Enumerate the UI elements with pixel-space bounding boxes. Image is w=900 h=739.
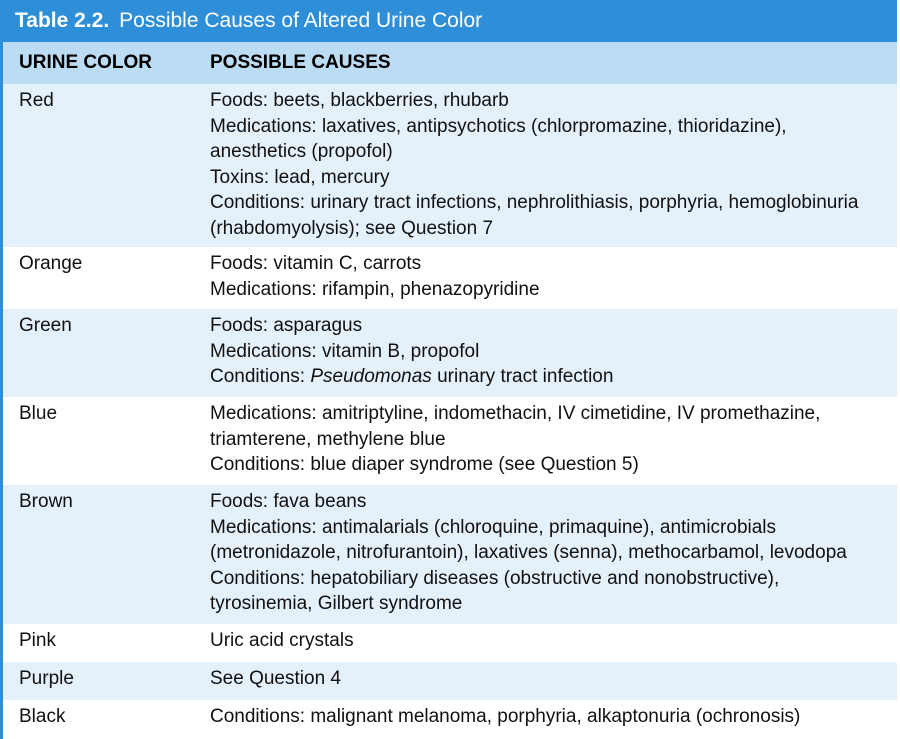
table-header-row	[3, 42, 897, 84]
row-color: Pink	[19, 630, 56, 651]
row-causes	[210, 88, 897, 247]
row-causes	[210, 251, 897, 309]
row-color: Black	[19, 706, 66, 727]
header-possible-causes: POSSIBLE CAUSES	[210, 52, 391, 73]
cause-line: Medications: vitamin B, propofol	[210, 340, 480, 362]
table-row	[3, 309, 897, 397]
cause-line: See Question 4	[210, 668, 341, 689]
cause-line	[210, 364, 889, 390]
cause-line: Medications: rifampin, phenazopyridine	[210, 278, 540, 300]
table-row	[3, 397, 897, 485]
table-row	[3, 624, 897, 662]
table-row	[3, 84, 897, 247]
cause-line: Foods: asparagus	[210, 315, 363, 336]
cause-line: Conditions: blue diaper syndrome (see Question 5)	[210, 454, 639, 475]
table-title: Possible Causes of Altered Urine Color	[119, 9, 483, 32]
cause-line: Foods: fava beans	[210, 491, 367, 512]
table-row	[3, 247, 897, 309]
row-causes	[210, 401, 897, 485]
row-causes	[210, 628, 897, 662]
cause-line: anesthetics (propofol)	[210, 141, 393, 162]
cause-line: Medications: amitriptyline, indomethacin, IV cimetidine, IV promethazine,	[210, 403, 821, 424]
table-row	[3, 485, 897, 624]
row-color: Orange	[19, 253, 83, 274]
cause-line: Foods: beets, blackberries, rhubarb	[210, 90, 509, 111]
cause-line: Conditions: urinary tract infections, nephrolithiasis, porphyria, hemoglobinuria	[210, 192, 859, 213]
header-urine-color: URINE COLOR	[19, 52, 152, 73]
table-row	[3, 662, 897, 700]
cause-line: Uric acid crystals	[210, 630, 354, 651]
cause-line: (metronidazole, nitrofurantoin), laxatives (senna), methocarbamol, levodopa	[210, 542, 847, 563]
condition-prefix: Conditions:	[210, 366, 311, 387]
row-causes	[210, 704, 897, 739]
row-causes	[210, 489, 897, 624]
row-color: Brown	[19, 491, 73, 512]
condition-organism: Pseudomonas	[310, 366, 432, 387]
cause-line: Conditions: hepatobiliary diseases (obstructive and nonobstructive),	[210, 567, 780, 589]
row-color: Red	[19, 90, 54, 111]
cause-line: (rhabdomyolysis); see Question 7	[210, 217, 494, 239]
cause-line: Medications: laxatives, antipsychotics (chlorpromazine, thioridazine),	[210, 115, 787, 137]
row-color: Green	[19, 315, 72, 336]
row-causes	[210, 313, 897, 397]
cause-line: Medications: antimalarials (chloroquine, primaquine), antimicrobials	[210, 516, 777, 538]
table-number: Table 2.2.	[15, 9, 110, 32]
row-color: Purple	[19, 668, 74, 689]
table-row	[3, 700, 897, 739]
cause-line: Foods: vitamin C, carrots	[210, 253, 422, 274]
row-color: Blue	[19, 403, 58, 424]
cause-line: tyrosinemia, Gilbert syndrome	[210, 593, 463, 614]
cause-line: triamterene, methylene blue	[210, 428, 446, 450]
row-causes	[210, 666, 897, 700]
cause-line: Toxins: lead, mercury	[210, 166, 390, 188]
table-title-bar	[3, 0, 897, 42]
condition-suffix: urinary tract infection	[431, 366, 614, 387]
cause-line: Conditions: malignant melanoma, porphyria, alkaptonuria (ochronosis)	[210, 706, 801, 727]
